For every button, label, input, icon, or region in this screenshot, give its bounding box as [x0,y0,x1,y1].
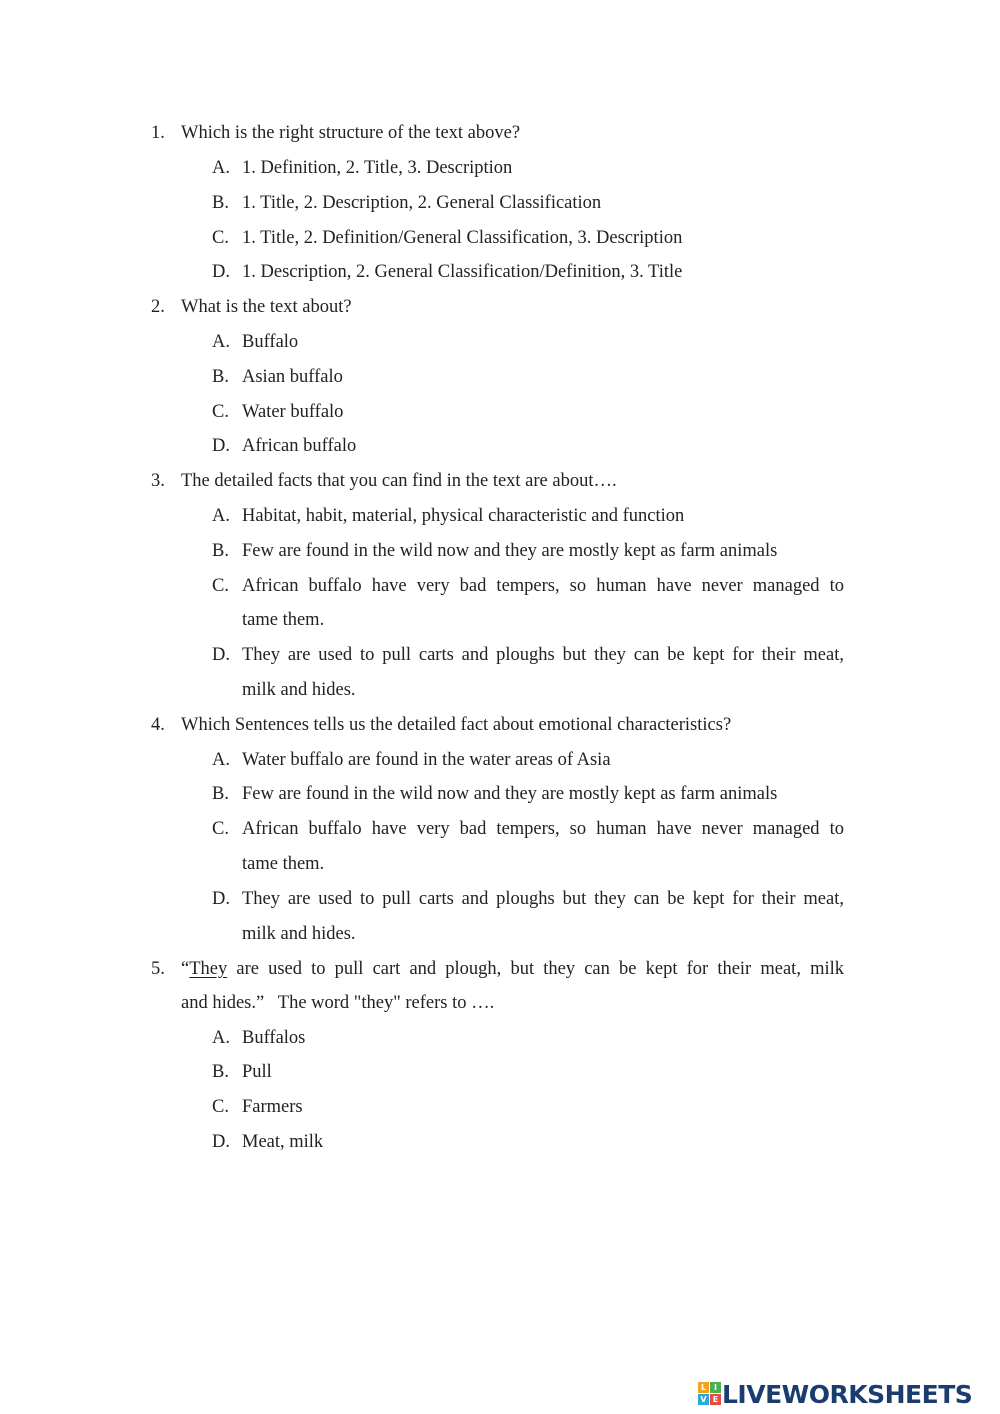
option-text-line1: They are used to pull carts and ploughs but they can be kept for their meat, [242,889,844,909]
option-text: 1. Definition, 2. Title, 3. Description [242,158,513,178]
option-letter: B. [212,193,229,213]
underlined-word: They [189,959,228,979]
option-letter: C. [212,402,229,422]
option-text-line1: African buffalo have very bad tempers, so human have never managed to [242,576,844,596]
option-letter: D. [212,645,230,665]
option-text-line1: African buffalo have very bad tempers, so human have never managed to [242,819,844,839]
option-text: 1. Title, 2. Definition/General Classification, 3. Description [242,228,683,248]
open-quote: “ [181,959,190,979]
option-letter: A. [212,506,230,526]
option-letter: C. [212,576,229,596]
logo-block-i: I [710,1382,721,1393]
question-text-line2: and hides.” The word "they" refers to …. [181,993,495,1013]
option-text: Few are found in the wild now and they are mostly kept as farm animals [242,541,778,561]
option-letter: D. [212,436,230,456]
logo-block-l: L [698,1382,709,1393]
option-letter: B. [212,1062,229,1082]
option-text: Water buffalo [242,402,344,422]
option-text: Farmers [242,1097,303,1117]
option-text: 1. Title, 2. Description, 2. General Classification [242,193,602,213]
option-letter: A. [212,1028,230,1048]
logo-block-e: E [710,1394,721,1405]
question-text-rest: are used to pull cart and plough, but they can be kept for their meat, milk [227,959,844,979]
question-text: Which Sentences tells us the detailed fact about emotional characteristics? [181,715,732,735]
option-letter: B. [212,784,229,804]
option-letter: D. [212,1132,230,1152]
option-text: 1. Description, 2. General Classification/Definition, 3. Title [242,262,683,282]
question-text: The detailed facts that you can find in the text are about…. [181,471,617,491]
question-text: What is the text about? [181,297,352,317]
logo-block-v: V [698,1394,709,1405]
option-text-line2: milk and hides. [242,924,356,944]
question-number: 2. [151,297,165,317]
question-number: 1. [151,123,165,143]
option-letter: B. [212,541,229,561]
question-number: 4. [151,715,165,735]
option-letter: D. [212,889,230,909]
option-letter: D. [212,262,230,282]
option-letter: C. [212,819,229,839]
option-letter: A. [212,750,230,770]
question-number: 5. [151,959,165,979]
option-text: Habitat, habit, material, physical characteristic and function [242,506,685,526]
question-number: 3. [151,471,165,491]
option-text-line2: milk and hides. [242,680,356,700]
option-text-line2: tame them. [242,610,325,630]
option-letter: C. [212,228,229,248]
option-letter: A. [212,158,230,178]
question-text: Which is the right structure of the text above? [181,123,521,143]
brand-name: LIVEWORKSHEETS [722,1380,973,1409]
option-text: African buffalo [242,436,357,456]
option-letter: C. [212,1097,229,1117]
question-text-line1 [181,957,844,981]
option-text-line1: They are used to pull carts and ploughs but they can be kept for their meat, [242,645,844,665]
option-text: Few are found in the wild now and they are mostly kept as farm animals [242,784,778,804]
option-text: Buffalo [242,332,299,352]
option-text: Asian buffalo [242,367,343,387]
option-text: Water buffalo are found in the water areas of Asia [242,750,611,770]
option-letter: B. [212,367,229,387]
liveworksheets-logo[interactable] [698,1378,998,1412]
live-blocks-icon [698,1382,722,1406]
option-text: Buffalos [242,1028,306,1048]
option-text: Meat, milk [242,1132,324,1152]
option-text: Pull [242,1062,272,1082]
option-text-line2: tame them. [242,854,325,874]
option-letter: A. [212,332,230,352]
